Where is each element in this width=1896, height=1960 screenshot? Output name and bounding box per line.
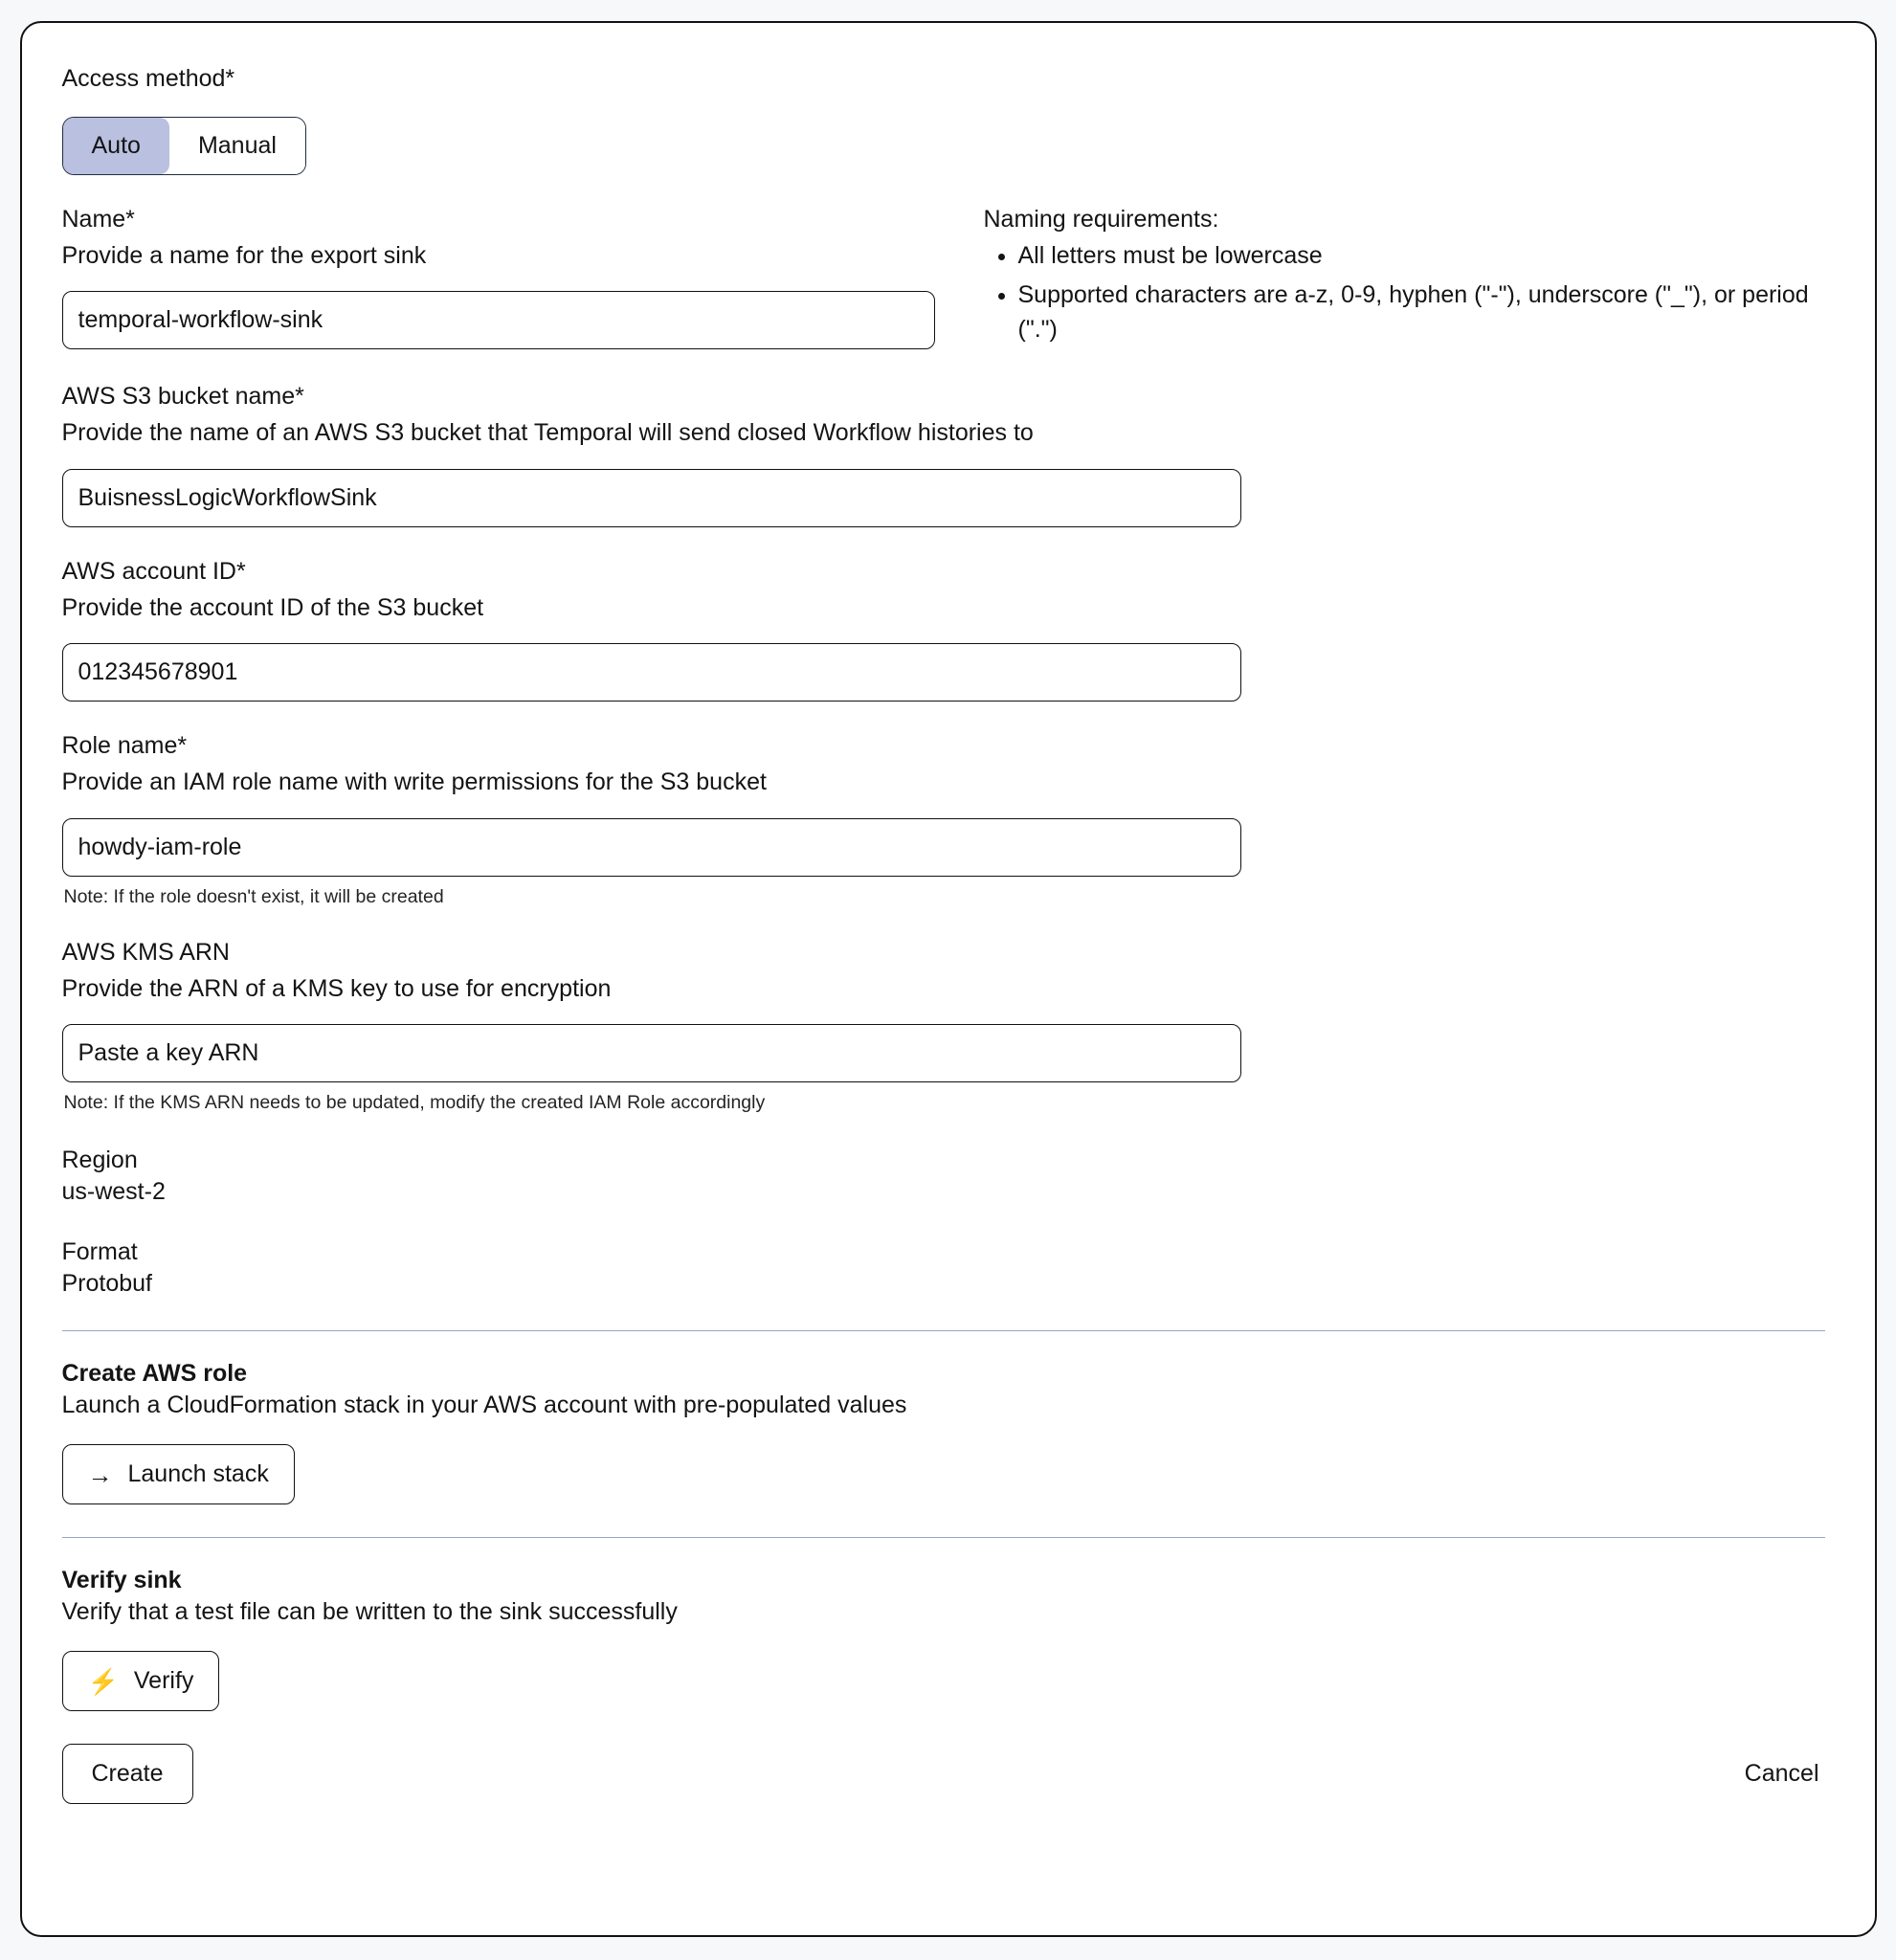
export-sink-form-card bbox=[20, 21, 1877, 1937]
create-aws-role-title: Create AWS role bbox=[61, 1360, 248, 1388]
kms-arn-label: AWS KMS ARN bbox=[61, 938, 230, 966]
kms-arn-field-group bbox=[62, 937, 1825, 1115]
account-id-label: AWS account ID* bbox=[61, 557, 246, 585]
role-name-note: Note: If the role doesn't exist, it will be created bbox=[63, 885, 444, 907]
create-aws-role-subtitle: Launch a CloudFormation stack in your AWS account with pre-populated values bbox=[61, 1392, 907, 1419]
name-field-group bbox=[62, 204, 957, 350]
kms-arn-help-text: Provide the ARN of a KMS key to use for encryption bbox=[61, 974, 612, 1002]
naming-requirements-list bbox=[984, 239, 1825, 347]
kms-arn-input[interactable] bbox=[62, 1024, 1241, 1082]
role-name-input[interactable] bbox=[62, 818, 1241, 877]
kms-arn-note: Note: If the KMS ARN needs to be updated, modify the created IAM Role accordingly bbox=[63, 1092, 766, 1114]
divider-create-role bbox=[62, 1330, 1825, 1331]
verify-sink-title: Verify sink bbox=[61, 1567, 182, 1594]
access-method-segmented-control[interactable] bbox=[62, 117, 306, 175]
format-value: Protobuf bbox=[61, 1270, 153, 1298]
name-help-text: Provide a name for the export sink bbox=[61, 241, 427, 269]
name-label: Name* bbox=[61, 205, 135, 233]
lightning-icon: ⚡ bbox=[87, 1666, 119, 1696]
divider-verify-sink bbox=[62, 1537, 1825, 1538]
kms-arn-input-wrapper bbox=[62, 1024, 1241, 1082]
access-method-option-auto[interactable]: Auto bbox=[63, 118, 169, 174]
region-label: Region bbox=[61, 1147, 138, 1174]
name-input-wrapper bbox=[62, 291, 935, 349]
arrow-right-icon: → bbox=[87, 1459, 113, 1489]
verify-button[interactable] bbox=[62, 1651, 220, 1711]
form-footer bbox=[62, 1744, 1825, 1804]
create-aws-role-section bbox=[62, 1360, 1825, 1504]
role-name-help-text: Provide an IAM role name with write permissions for the S3 bucket bbox=[61, 768, 767, 795]
verify-sink-section bbox=[62, 1567, 1825, 1711]
verify-sink-subtitle: Verify that a test file can be written to the sink successfully bbox=[61, 1598, 678, 1626]
bucket-field-group bbox=[62, 381, 1825, 527]
naming-requirement-item: • Supported characters are a-z, 0-9, hyphen ("-"), underscore ("_"), or period (".") bbox=[1018, 278, 1825, 346]
bucket-name-input[interactable] bbox=[62, 469, 1241, 527]
naming-requirements-panel bbox=[984, 204, 1825, 353]
region-field bbox=[62, 1147, 1825, 1206]
account-id-input[interactable] bbox=[62, 643, 1241, 702]
launch-stack-button-label: Launch stack bbox=[127, 1460, 269, 1488]
naming-requirement-item: • All letters must be lowercase bbox=[1018, 239, 1825, 274]
name-input[interactable] bbox=[62, 291, 935, 349]
account-id-input-wrapper bbox=[62, 643, 1241, 702]
role-name-field-group bbox=[62, 730, 1825, 908]
access-method-group bbox=[62, 63, 1825, 175]
naming-requirements-title: Naming requirements: bbox=[983, 205, 1219, 233]
cancel-button[interactable]: Cancel bbox=[1739, 1760, 1825, 1788]
account-id-help-text: Provide the account ID of the S3 bucket bbox=[61, 593, 484, 621]
role-name-label: Role name* bbox=[61, 732, 188, 760]
launch-stack-button[interactable] bbox=[62, 1444, 295, 1504]
region-value: us-west-2 bbox=[61, 1178, 166, 1206]
format-label: Format bbox=[61, 1238, 138, 1266]
format-field bbox=[62, 1238, 1825, 1298]
access-method-option-manual[interactable]: Manual bbox=[169, 118, 305, 174]
role-name-input-wrapper bbox=[62, 818, 1241, 877]
bucket-label: AWS S3 bucket name* bbox=[61, 383, 304, 411]
bucket-help-text: Provide the name of an AWS S3 bucket that Temporal will send closed Workflow histories to bbox=[61, 419, 1034, 446]
create-button[interactable]: Create bbox=[62, 1744, 193, 1804]
account-id-field-group bbox=[62, 556, 1825, 702]
name-and-requirements-row bbox=[62, 204, 1825, 353]
access-method-label: Access method* bbox=[61, 65, 235, 92]
bucket-input-wrapper bbox=[62, 469, 1241, 527]
verify-button-label: Verify bbox=[133, 1667, 194, 1695]
